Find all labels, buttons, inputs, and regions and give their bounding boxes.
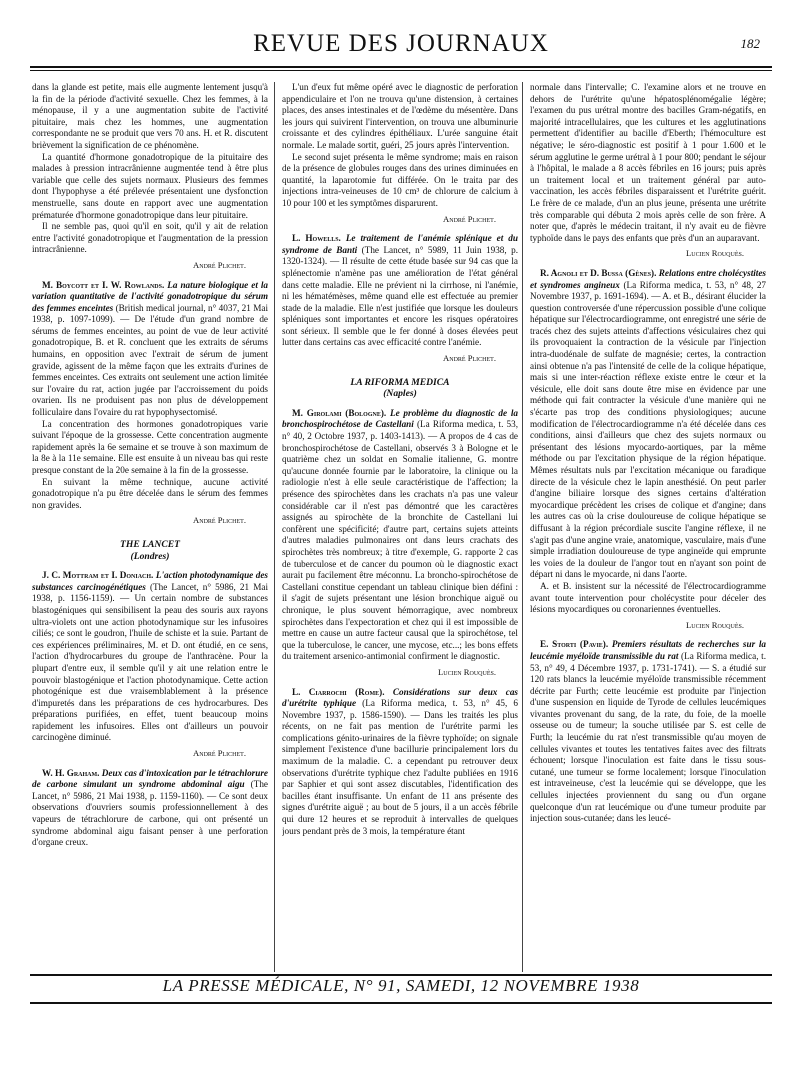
signature: André Plichet. xyxy=(443,213,496,224)
article xyxy=(32,280,268,527)
article-citation: (The Lancet, n° 5986, 21 Mai 1938, p. 1156-1159). xyxy=(32,581,268,604)
page-header xyxy=(30,26,772,68)
paragraph: La concentration des hormones gonadotropiques varie suivant l'époque de la grossesse. Cette concentration augmente rapidement après la 6e semaine et se trouve à son maximum de la 8e à la 11e semaine. Elle est ensuite à un niveau bas qui reste presque constant de la 20e semaine à la fin de la grossesse. xyxy=(32,418,268,475)
article-authors: L. Howells. xyxy=(292,233,341,244)
article-citation: (The Lancet, n° 5989, 11 Juin 1938, p. 1320-1324). xyxy=(282,244,518,267)
journal-city: (Londres) xyxy=(130,550,170,562)
paragraph: A. et B. insistent sur la nécessité de l'électrocardiogramme avant toute intervention pour cholécystite pour déceler des lésions myocardiques ou coronariennes éventuelles. xyxy=(530,580,766,615)
article xyxy=(282,233,518,365)
column-divider xyxy=(522,82,523,972)
article-heading xyxy=(530,639,766,825)
article-heading xyxy=(282,408,518,663)
article-title: Relations entre cholécystites et syndromes angineux xyxy=(530,267,766,290)
article-authors: W. H. Graham. xyxy=(42,767,100,778)
article xyxy=(530,639,766,825)
paragraph: En suivant la même technique, aucune activité gonadotropique n'a pu être décelée dans le sérum des femmes non gravides. xyxy=(32,476,268,510)
article-body: — De l'étude d'un grand nombre de sérums de femmes enceintes, au point de vue de leur activité gonadotropique, B. et R. concluent que les extraits de sérums humains, en opposition avec l'extrait de sérum de jument gravide, agissent de la même façon que les extraits d'urines de femmes enceintes. Ces extraits ont seulement une action limitée sur l'ovaire du rat, action jugée par l'accroissement du poids ovarien. Ils ne produisent pas non plus de développement folliculaire dans l'ovaire du rat hypophysectomisé. xyxy=(32,314,268,418)
article-citation: (La Riforma medica, t. 53, n° 48, 27 Novembre 1937, p. 1691-1694). xyxy=(530,279,766,302)
article-title: Le problème du diagnostic de la bronchospirochétose de Castellani xyxy=(282,407,518,430)
article-body: — Un certain nombre de substances blastogéniques qui sensibilisent la peau des souris aux rayons ultra-violets ont une action photodynamique sur les infusoires ciliés; ce sont le goudron, l'huile de schiste et la suie. Partant de ces expériences préliminaires, M. et D. ont étudié, en ce sens, l'action d'hydrocarbures du groupe de l'anthracène. Pour la plupart d'entre eux, il semble qu'il y ait une relation entre le pouvoir blastogénique et l'action photodynamique. Cette action photogénique est due vraisemblablement à la présence d'impuretés dans les préparations de ces hydrocarbures. Des préparations purifiées, en effet, tuent beaucoup moins rapidement les infusoires. Elles ont d'ailleurs un pouvoir carcinogène diminué. xyxy=(32,593,268,743)
article-title: Deux cas d'intoxication par le tétrachlorure de carbone simulant un syndrome abdominal aigu xyxy=(32,767,268,790)
article xyxy=(32,570,268,760)
journal-city: (Naples) xyxy=(383,388,417,400)
article-heading xyxy=(282,687,518,838)
article-heading xyxy=(32,570,268,744)
article-heading xyxy=(32,280,268,419)
paragraph: dans la glande est petite, mais elle augmente lentement jusqu'à la fin de la période d'activité sexuelle. Chez les femmes, à la ménopause, il y a une augmentation subite de l'activité pituitaire, mais chez les hommes, une augmentation correspondante ne se produit que vers 70 ans. H. et R. discutent brièvement la signification de ce phénomène. xyxy=(32,82,268,150)
paragraph: Le second sujet présenta le même syndrome; mais en raison de la présence de globules rouges dans des urines diminuées en quantité, la laparotomie fut différée. On le traita par des injections intra-veineuses de 10 cm³ de chlorure de calcium à 10 pour 100 et les symptômes disparurent. xyxy=(282,151,518,208)
journal-name: LA RIFORMA MEDICA xyxy=(350,376,450,388)
paragraph: normale dans l'intervalle; C. l'examine alors et ne trouve en dehors de l'urétrite qu'une hépatosplénomégalie légère; l'examen du pus urétral montre des bacilles Gram-négatifs, en majorité intracellulaires, que les cultures et les agglutinations permettent d'identifier au bacille d'Eberth; l'hémoculture est négative; le séro-diagnostic est positif à 1 pour 1.600 et le sérum agglutine le germe urétral à 1 pour 800; pendant le séjour à l'hôpital, le malade a 8 accès fébriles en 16 jours; puis après un traitement local et un traitement général par auto-vaccination, les accès fébriles disparaissent et l'urétrite guérit. Le frère de ce malade, d'un an plus jeune, présenta une urétrite très comparable qui débuta 2 mois après celle de son frère. A noter que, d'après le médecin traitant, il n'y avait eu de fièvre typhoïde dans le pays des enfants que près d'un an auparavant. xyxy=(530,82,766,243)
article-title: Considérations sur deux cas d'urétrite typhique xyxy=(282,686,518,709)
header-rule xyxy=(30,66,772,68)
article-body: — Dans les traités les plus récents, on ne fait pas mention de l'urétrite parmi les complications génito-urinaires de la fièvre typhoïde; on signale simplement l'existence d'une bacillurie principalement lors du maximum de la maladie. C. a cependant pu retrouver deux observations d'urétrite typhique chez l'adulte publiées en 1916 par Saphier et qui sont assez discutables, l'identification des bacilles étant insuffisante. Un enfant de 11 ans présente des signes d'urétrite aiguë ; au bout de 5 jours, il a un accès fébrile qui dure 12 heures et se reproduit à intervalles de quelques jours pendant près de 3 mois, la température étant xyxy=(282,709,518,836)
article-citation: (The Lancet, n° 5986, 21 Mai 1938, p. 1159-1160). xyxy=(32,779,268,801)
column-1 xyxy=(32,82,268,972)
article-citation: (La Riforma medica, t. 53, n° 49, 4 Décembre 1937, p. 1731-1741). xyxy=(530,650,766,673)
paragraph: L'un d'eux fut même opéré avec le diagnostic de perforation appendiculaire et l'on ne trouva qu'une distension, à certaines places, des anses intestinales et de l'œdème du mésentère. Dans les jours qui suivirent l'intervention, on trouva une albuminurie croissante et des cylindres épithéliaux. L'urée sanguine était normale. Le malade sortit, guéri, 25 jours après l'intervention. xyxy=(282,82,518,150)
article-authors: E. Storti (Pavie). xyxy=(540,639,609,650)
article-citation: (La Riforma medica, t. 53, n° 40, 2 Octobre 1937, p. 1403-1413). xyxy=(282,419,518,442)
paragraph: Il ne semble pas, quoi qu'il en soit, qu'il y ait de relation entre l'activité gonadotropique et l'augmentation de la pression intracrânienne. xyxy=(32,221,268,255)
article xyxy=(282,687,518,838)
column-divider xyxy=(274,82,275,972)
paragraph: La quantité d'hormone gonadotropique de la pituitaire des malades à pression intracrânienne augmentée tend à être plus variable que celle des sujets normaux. Plusieurs des femmes dont l'hypophyse a été prélevée présentaient une dysfonction menstruelle, sans doute en rapport avec une augmentation prématurée d'hormone gonadotropique dans leur pituitaire. xyxy=(32,151,268,220)
article xyxy=(32,768,268,849)
article-authors: M. Boycott et I. W. Rowlands. xyxy=(42,279,165,290)
article xyxy=(530,268,766,631)
article-title: Premiers résultats de recherches sur la leucémie myéloïde transmissible du rat xyxy=(530,639,766,661)
page-number: 182 xyxy=(740,36,760,51)
article-title: Le traitement de l'anémie splénique et du syndrome de Banti xyxy=(282,233,518,255)
article-authors: J. C. Mottram et I. Doniach. xyxy=(42,570,154,581)
article-authors: M. Girolami (Bologne). xyxy=(292,407,387,418)
article-body: — Ce sont deux observations d'ouvriers soumis professionnellement à des vapeurs de tétrachlorure de carbone, qui ont présenté un syndrome abdominal aigu faisant penser à une perforation d'organe creux. xyxy=(32,790,268,848)
article-authors: R. Agnoli et D. Bussa (Gênes). xyxy=(540,267,657,278)
article-authors: L. Ciarrochi (Rome). xyxy=(292,686,385,697)
article-citation: (British medical journal, n° 4037, 21 Mai 1938, p. 1097-1099). xyxy=(32,302,268,325)
signature: Lucien Rouquès. xyxy=(438,666,496,677)
article-body: — A propos de 4 cas de bronchospirochétose de Castellani, observés 3 à Bologne et le quatrième chez un soldat en Somalie italienne, G. montre qu'aucune donnée fournie par le laboratoire, la clinique ou la radiologie n'est à elle seule caractéristique de l'affection; la présence des spirochètes dans les crachats n'a pas une valeur considérable car il n'est pas démontré que les caractères assignés au spirochète de la bronchite de Castellani lui confèrent une spécificité; d'autre part, certains sujets atteints d'autres maladies pulmonaires ont dans leurs crachats des spirochètes très nombreux; à titre d'exemple, G. rapporte 2 cas de tuberculose et de cancer du poumon où le diagnostic exact aurait pu facilement être méconnu. La broncho-spirochétose de Castellani constitue cependant un tableau clinique bien défini : il s'agit de sujets présentant une lésion bronchique aiguë ou chronique, le plus souvent hémorragique, avec nombreux spirochètes dans l'expectoration et chez qui il est impossible de mettre en cause un autre facteur causal que la spirochétose, tel que la tuberculose, le cancer, une mycose, etc...; les bons effets du traitement arsenico-antimonial confirment le diagnostic. xyxy=(282,431,518,662)
article-heading xyxy=(282,233,518,349)
article-title: L'action photodynamique des substances carcinogénétiques xyxy=(32,570,268,592)
signature: André Plichet. xyxy=(193,515,246,526)
article-body: — A. et B., désirant élucider la question controversée d'une répercussion possible d'une colique hépatique sur l'électrocardiogramme, ont enregistré une série de tracés chez des sujets atteints d'affections vésiculaires chez qui ils provoquaient la contraction de la vésicule par l'injection intra-duodénale de sulfate de magnésie; certes, la contraction ainsi obtenue n'a pas l'intensité de celle de la colique hépatique, mais si une inter-réaction réflexe existe entre le cœur et la vésicule, elle doit sans doute être mise en évidence par une méthode qui fait contracter la vésicule d'une manière qui ne s'écarte pas trop des conditions physiologiques; aucune modification de l'électrocardiogramme n'a été décelée dans ces conditions, ainsi d'ailleurs que chez des sujets normaux ou présentant des lésions myocardo-aortiques, par la même méthode ou par l'excitation physique de la région hépatique. Mêmes résultats nuls par l'excitation mécanique ou faradique directe de la vésicule chez le lapin anesthésié. On peut parler d'angine biliaire lorsque des signes certains d'altération myocardique précèdent les crises de colique et d'angine; dans les autres cas où la crise douloureuse de colique hépatique se diffusant à la région précordiale suscite l'angine réflexe, il ne s'agit pas d'une angine vraie, anatomique, vasculaire, mais d'une simple irradiation douloureuse de type angineïde qui emprunte les voies de la douleur de l'angor tout en n'ayant son point de départ ni dans le myocarde, ni dans l'aorte. xyxy=(530,291,766,580)
signature: André Plichet. xyxy=(443,353,496,364)
article-body: — Il résulte de cette étude basée sur 94 cas que la splénectomie n'amène pas une amélioration de l'état général dans cette maladie. Elle ne prévient ni la cirrhose, ni l'anémie, ni les hématémèses, même quand elle est effectuée au premier stade de la maladie. Elle n'est justifiée que lorsque les douleurs spléniques sont importantes et encore les risques opératoires sont sérieux. Il semble que le fer donné à doses élevées peut lutter dans certains cas avec efficacité contre l'anémie. xyxy=(282,256,518,348)
article-heading xyxy=(530,268,766,581)
footer-rule-bottom xyxy=(30,1002,772,1004)
article-title: La nature biologique et la variation quantitative de l'activité gonadotropique du sérum des femmes enceintes xyxy=(32,279,268,313)
header-rule-thin xyxy=(30,70,772,71)
signature: André Plichet. xyxy=(193,259,246,270)
page-footer: LA PRESSE MÉDICALE, N° 91, SAMEDI, 12 NOVEMBRE 1938 xyxy=(162,976,640,995)
signature: André Plichet. xyxy=(193,748,246,759)
column-2 xyxy=(282,82,518,972)
running-title: REVUE DES JOURNAUX xyxy=(253,30,549,57)
signature: Lucien Rouquès. xyxy=(686,619,744,630)
journal-name: THE LANCET xyxy=(120,538,180,550)
article xyxy=(282,408,518,679)
article-citation: (La Riforma medica, t. 53, n° 45, 6 Novembre 1937, p. 1586-1590). xyxy=(282,698,518,720)
article-body: — S. a étudié sur 120 rats blancs la leucémie myéloïde transmissible récemment décrite par Furth; cette leucémie est produite par l'injection d'une suspension en liquide de Tyrode de cellules leucémiques vivantes provenant du sang, de la rate, du foie, de la moelle osseuse ou de tumeur; la souche utilisée par S. est celle de Furth; la leucémie du rat n'est transmissible qu'au moyen de cellules vivantes et toutes les tentatives faites avec des filtrats échouent; lorsque l'inoculation est faite dans le tissu sous-cutané, une tumeur se forme localement; lorsque l'inoculation est intraveineuse, c'est la leucémie qui se développe, que les cellules injectées proviennent du sang ou d'un organe quelconque d'un rat leucémique ou d'une tumeur produite par injection sous-cutanée; dans les leucé- xyxy=(530,662,766,824)
article-heading xyxy=(32,768,268,849)
signature: Lucien Rouquès. xyxy=(686,248,744,259)
column-3 xyxy=(530,82,766,972)
